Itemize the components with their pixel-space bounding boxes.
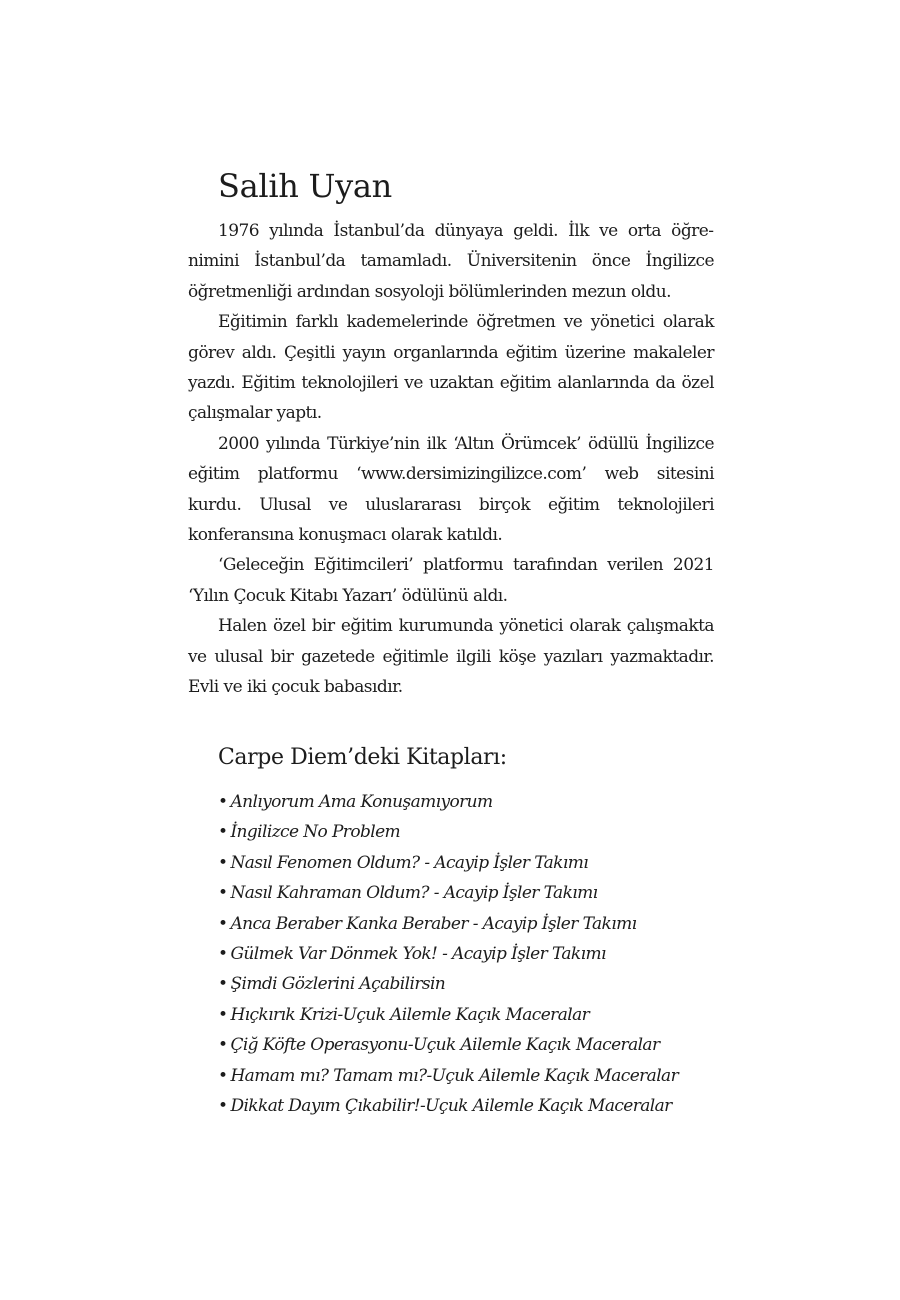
bullet-icon: • [218, 974, 228, 995]
book-list-item [218, 939, 678, 969]
bullet-icon: • [218, 1065, 228, 1086]
book-title: Nasıl Fenomen Oldum? - Acayip İşler Takımı [230, 852, 589, 873]
book-list-item [218, 1061, 678, 1091]
book-list-item [218, 817, 678, 847]
book-list-item [218, 848, 678, 878]
book-list-item [218, 909, 678, 939]
bio-paragraph: Eğitimin farklı kademelerinde öğretmen ve yönetici olarak görev aldı. Çeşitli yayın organlarında eğitim üzerine makaleler yazdı. Eğitim teknolojileri ve uzaktan eğitim alanlarında da özel çalışmalar yaptı. [188, 312, 714, 424]
book-title: Şimdi Gözlerini Açabilirsin [230, 974, 446, 995]
bullet-icon: • [218, 792, 228, 812]
book-list-item [218, 878, 678, 908]
books-heading: Carpe Diem’deki Kitapları: [218, 745, 507, 770]
book-title: Anca Beraber Kanka Beraber - Acayip İşler Takımı [230, 913, 637, 934]
author-name: Salih Uyan [218, 167, 392, 205]
book-title: Dikkat Dayım Çıkabilir!-Uçuk Ailemle Kaçık Maceralar [230, 1096, 672, 1117]
book-title: Gülmek Var Dönmek Yok! - Acayip İşler Takımı [230, 944, 606, 965]
book-title: Nasıl Kahraman Oldum? - Acayip İşler Takımı [230, 883, 598, 904]
bio-paragraph: 2000 yılında Türkiye’nin ilk ‘Altın Örümcek’ ödüllü İngilizce eğitim platformu ‘www.dersimizingilizce.com’ web sitesini kurdu. Ulusal ve uluslararası birçok eğitim teknolojileri konferansına konuşmacı olarak katıldı. [188, 433, 714, 546]
book-title: Hamam mı? Tamam mı?-Uçuk Ailemle Kaçık Maceralar [230, 1065, 679, 1086]
book-title: Hıçkırık Krizi-Uçuk Ailemle Kaçık Maceralar [230, 1004, 590, 1025]
book-title: Çiğ Köfte Operasyonu-Uçuk Ailemle Kaçık Maceralar [230, 1035, 660, 1056]
bullet-icon: • [218, 883, 228, 904]
bullet-icon: • [218, 1004, 228, 1025]
book-list-item [218, 1030, 678, 1060]
bullet-icon: • [218, 822, 228, 843]
book-list [218, 787, 678, 1121]
bio-paragraph: 1976 yılında İstanbul’da dünyaya geldi. İlk ve orta öğrenimini İstanbul’da tamamladı. Üniversitenin önce İngilizce öğretmenliği ardından sosyoloji bölümlerinden mezun oldu. [188, 221, 714, 302]
book-list-item [218, 1091, 678, 1121]
bullet-icon: • [218, 852, 228, 873]
bullet-icon: • [218, 1096, 228, 1117]
author-biography [188, 216, 714, 703]
book-list-item [218, 969, 678, 999]
book-list-item [218, 787, 678, 817]
bullet-icon: • [218, 913, 228, 934]
book-title: Anlıyorum Ama Konuşamıyorum [230, 792, 493, 812]
bullet-icon: • [218, 1035, 228, 1056]
bio-paragraph: ‘Geleceğin Eğitimcileri’ platformu tarafından verilen 2021 ‘Yılın Çocuk Kitabı Yazarı’ ödülünü aldı. [188, 555, 714, 606]
book-title: İngilizce No Problem [230, 822, 401, 843]
book-list-item [218, 1000, 678, 1030]
bullet-icon: • [218, 944, 228, 965]
bio-paragraph: Halen özel bir eğitim kurumunda yönetici olarak çalışmakta ve ulusal bir gazetede eğitimle ilgili köşe yazıları yazmaktadır. Evli ve iki çocuk babasıdır. [188, 616, 714, 698]
